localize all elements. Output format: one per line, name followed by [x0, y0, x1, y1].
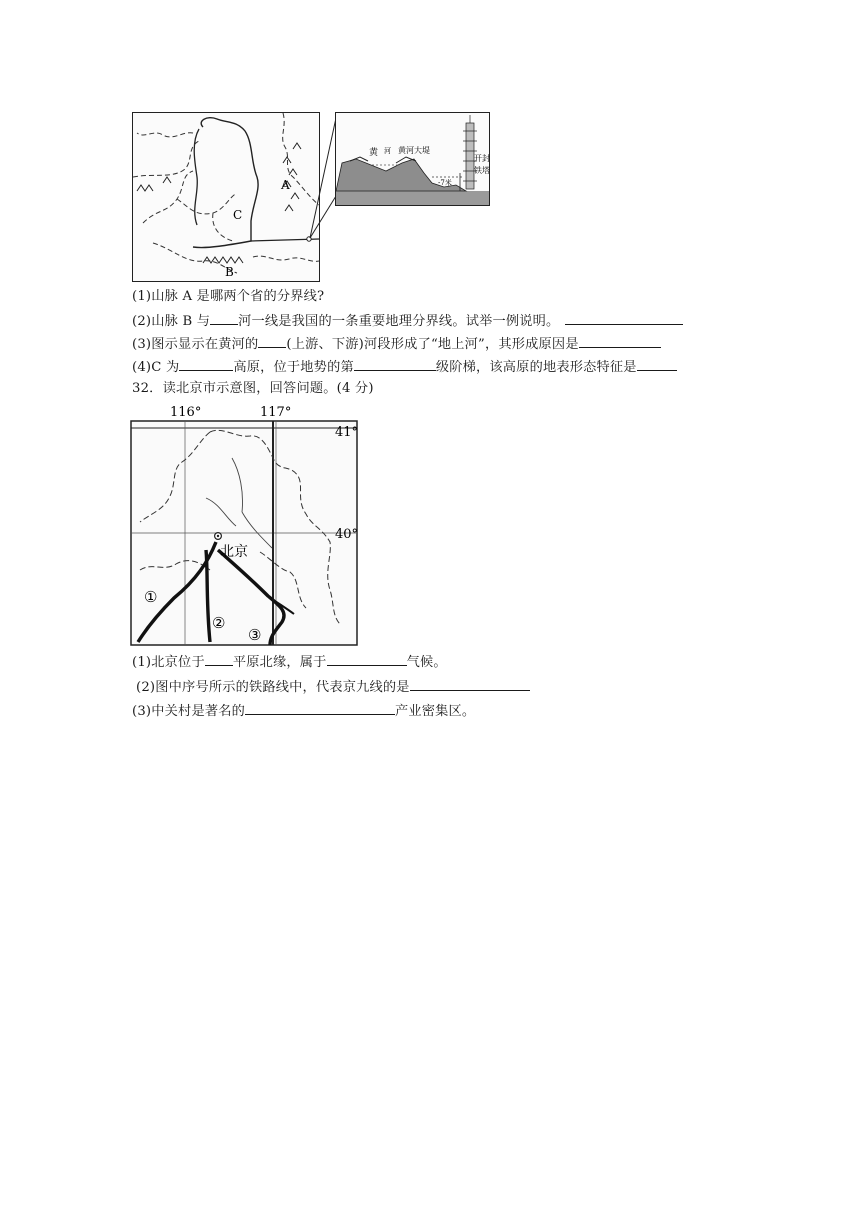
inset-dam-label: 黄河大堤 — [398, 146, 430, 155]
q31-part-1: (1)山脉 A 是哪两个省的分界线? — [132, 289, 325, 304]
q31-line-2 — [132, 311, 683, 331]
q32-line-1 — [132, 652, 447, 672]
q31-blank-example[interactable] — [565, 311, 683, 325]
railway-2-label: ② — [212, 614, 226, 632]
plateau-c-label: C — [233, 208, 243, 222]
lat-40-label: 40° — [335, 527, 359, 542]
beijing-map — [110, 402, 370, 652]
q31-part-3-b: (上游、下游)河段形成了“地上河”，其形成原因是 — [286, 337, 579, 352]
q32-blank-industry[interactable] — [245, 701, 395, 715]
railway-3-label: ③ — [248, 626, 262, 644]
yellow-river-inset-drawing — [336, 113, 489, 205]
q32-blank-railway[interactable] — [410, 677, 530, 691]
q31-part-3-a: (3)图示显示在黄河的 — [132, 337, 259, 352]
inset-height-label: -7米 — [438, 179, 452, 187]
q31-blank-reason[interactable] — [579, 334, 661, 348]
q31-blank-step[interactable] — [354, 357, 436, 371]
q31-part-4-a: (4)C 为 — [132, 360, 180, 375]
q32-part-2: (2)图中序号所示的铁路线中，代表京九线的是 — [136, 680, 410, 695]
q31-blank-plateau[interactable] — [179, 357, 233, 371]
lon-116-label: 116° — [170, 405, 202, 420]
q31-line-1 — [132, 288, 324, 306]
q31-line-4 — [132, 357, 677, 377]
lon-117-label: 117° — [260, 405, 292, 420]
q31-blank-river[interactable] — [210, 311, 238, 325]
inset-he-label: 河 — [384, 147, 391, 155]
q32-line-3 — [132, 701, 475, 721]
q31-blank-landform[interactable] — [637, 357, 677, 371]
q31-part-2-b: 河一线是我国的一条重要地理分界线。试举一例说明。 — [238, 314, 560, 329]
inset-tieta-label: 铁塔 — [474, 166, 489, 175]
mountain-b-label: B — [225, 265, 234, 279]
q32-line-2 — [136, 677, 530, 697]
railway-1-label: ① — [144, 588, 158, 606]
q31-part-4-c: 级阶梯，该高原的地表形态特征是 — [435, 360, 637, 375]
q32-part-1-a: (1)北京位于 — [132, 655, 205, 670]
q31-part-4-b: 高原，位于地势的第 — [233, 360, 354, 375]
mountain-a-label: A — [281, 178, 290, 192]
beijing-city-label: 北京 — [220, 544, 248, 560]
q32-blank-plain[interactable] — [205, 652, 233, 666]
q31-part-2-a: (2)山脉 B 与 — [132, 314, 211, 329]
q32-title: 32．读北京市示意图，回答问题。(4 分) — [132, 381, 374, 396]
inset-kaifeng-label: 开封 — [474, 154, 489, 163]
lat-41-label: 41° — [335, 425, 359, 440]
q31-blank-reach[interactable] — [258, 334, 286, 348]
q31-line-3 — [132, 334, 661, 354]
q32-part-1-b: 平原北缘，属于 — [232, 655, 327, 670]
q32-part-1-c: 气候。 — [406, 655, 447, 670]
yellow-river-inset — [335, 112, 490, 206]
inset-huang-label: 黄 — [369, 148, 379, 158]
q32-blank-climate[interactable] — [327, 652, 407, 666]
q32-part-3-a: (3)中关村是著名的 — [132, 704, 245, 719]
q32-part-3-b: 产业密集区。 — [395, 704, 476, 719]
